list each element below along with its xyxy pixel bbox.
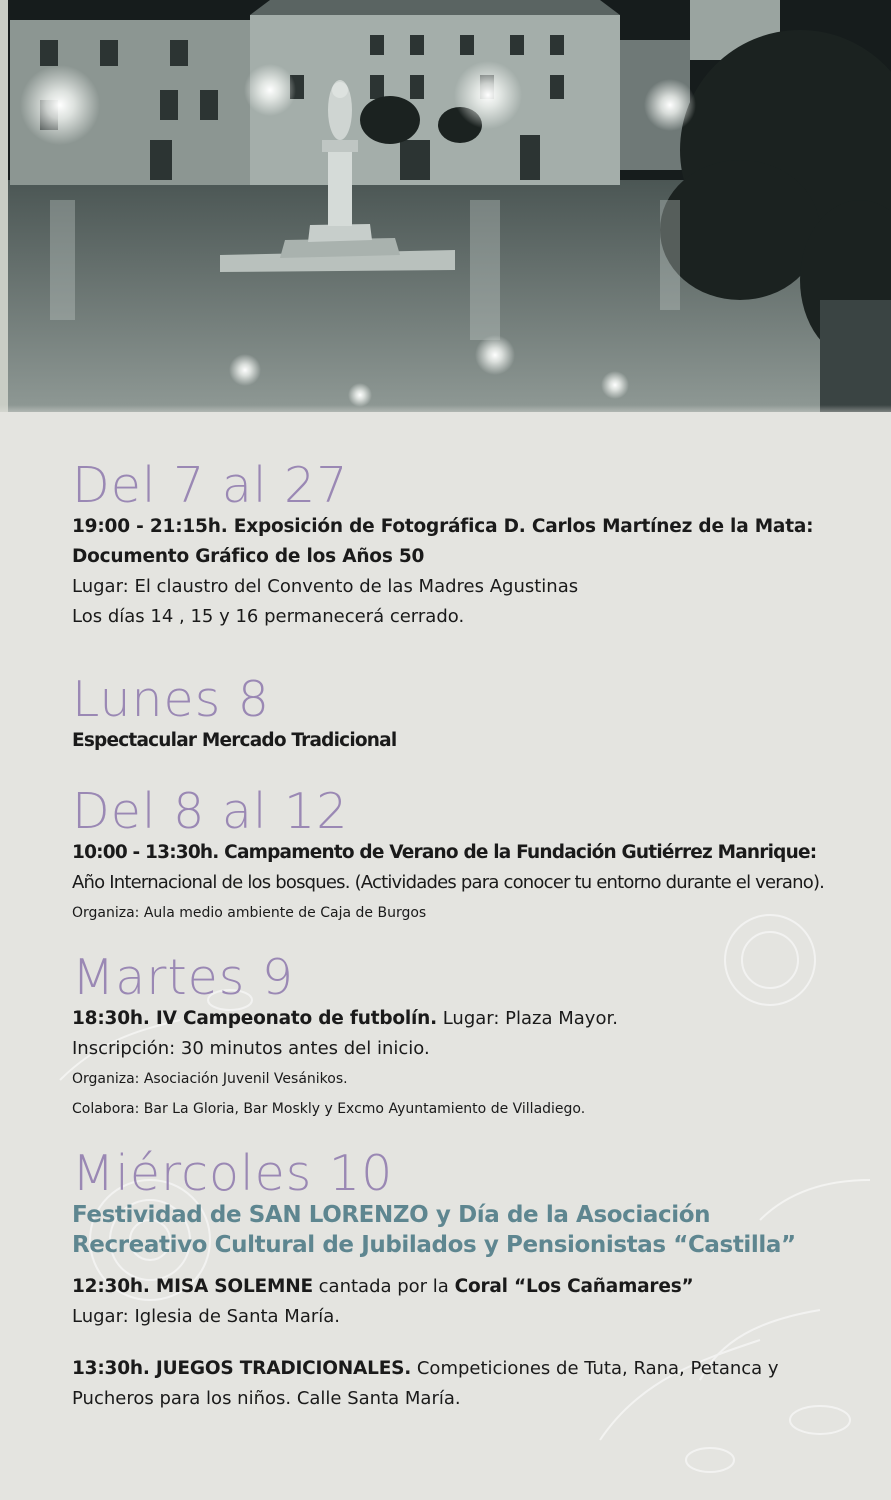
event-line <box>72 1354 862 1384</box>
event-title: 18:30h. IV Campeonato de futbolín. <box>72 1008 437 1029</box>
festividad-title: Festividad de SAN LORENZO y Día de la Asociación <box>72 1202 711 1228</box>
event-choir: Coral “Los Cañamares” <box>454 1276 694 1297</box>
event-program <box>72 458 862 1414</box>
section-miercoles-10 <box>72 1146 862 1414</box>
event-detail-cont: Pucheros para los niños. Calle Santa María. <box>72 1388 461 1409</box>
event-title: 13:30h. JUEGOS TRADICIONALES. <box>72 1358 412 1379</box>
event-organizer: Organiza: Aula medio ambiente de Caja de Burgos <box>72 905 427 921</box>
event-registration: Inscripción: 30 minutos antes del inicio. <box>72 1038 430 1059</box>
event-organizer: Organiza: Asociación Juvenil Vesánikos. <box>72 1071 348 1087</box>
event-title: 19:00 - 21:15h. Exposición de Fotográfica D. Carlos Martínez de la Mata: <box>72 516 814 537</box>
section-del-8-al-12 <box>72 784 862 928</box>
section-del-7-al-27 <box>72 458 862 632</box>
event-note: Los días 14 , 15 y 16 permanecerá cerrado. <box>72 606 465 627</box>
section-heading: Del 8 al 12 <box>72 783 349 840</box>
event-line <box>72 1004 862 1034</box>
festividad-title-cont: Recreativo Cultural de Jubilados y Pensionistas “Castilla” <box>72 1232 796 1258</box>
event-line <box>72 1272 862 1302</box>
section-martes-9 <box>72 950 862 1124</box>
night-plaza-photo <box>0 0 891 412</box>
section-heading: Martes 9 <box>72 949 295 1006</box>
event-title: 12:30h. MISA SOLEMNE <box>72 1276 313 1297</box>
section-heading: Miércoles 10 <box>72 1145 394 1202</box>
event-title: Espectacular Mercado Tradicional <box>72 730 397 751</box>
event-title-cont: Documento Gráfico de los Años 50 <box>72 546 425 567</box>
event-location: Lugar: El claustro del Convento de las Madres Agustinas <box>72 576 579 597</box>
torn-edge <box>0 405 891 445</box>
event-location: Lugar: Plaza Mayor. <box>436 1008 618 1029</box>
event-location: Lugar: Iglesia de Santa María. <box>72 1306 340 1327</box>
event-title: 10:00 - 13:30h. Campamento de Verano de la Fundación Gutiérrez Manrique: <box>72 842 817 863</box>
section-heading: Lunes 8 <box>72 671 270 728</box>
event-description: Año Internacional de los bosques. (Actividades para conocer tu entorno durante el verano). <box>72 872 825 893</box>
event-collaborators: Colabora: Bar La Gloria, Bar Moskly y Excmo Ayuntamiento de Villadiego. <box>72 1101 586 1117</box>
section-lunes-8 <box>72 672 862 756</box>
event-detail: cantada por la <box>312 1276 455 1297</box>
section-heading: Del 7 al 27 <box>72 457 349 514</box>
event-detail: Competiciones de Tuta, Rana, Petanca y <box>411 1358 779 1379</box>
